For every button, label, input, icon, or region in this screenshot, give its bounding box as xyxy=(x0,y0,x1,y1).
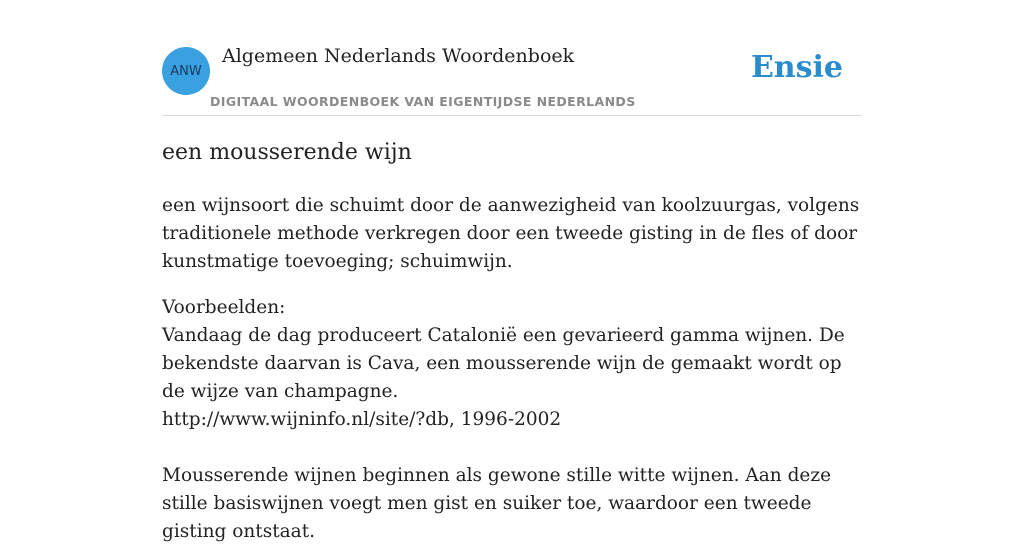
example-source: http://www.wijninfo.nl/site/?db, 1996-2002 xyxy=(162,409,562,430)
entry-title: een mousserende wijn xyxy=(162,140,412,165)
site-title[interactable]: Algemeen Nederlands Woordenboek xyxy=(222,45,575,67)
anw-logo[interactable]: ANW xyxy=(162,47,210,95)
example-text: Vandaag de dag produceert Catalonië een gevarieerd gamma wijnen. De bekendste daarvan is Cava, een mousserende wijn de gemaakt wordt op de wijze van champagne. xyxy=(162,325,845,402)
ensie-logo[interactable]: Ensie xyxy=(750,50,843,85)
example-text: Mousserende wijnen beginnen als gewone stille witte wijnen. Aan deze stille basiswijnen voegt men gist en suiker toe, waardoor een tweede gisting ontstaat. xyxy=(162,465,832,542)
content-container xyxy=(162,0,862,542)
site-tagline: DIGITAAL WOORDENBOEK VAN EIGENTIJDSE NEDERLANDS xyxy=(210,94,636,109)
entry-definition: een wijnsoort die schuimt door de aanwezigheid van koolzuurgas, volgens traditionele methode verkregen door een tweede gisting in de fles of door kunstmatige toevoeging; schuimwijn. xyxy=(162,195,860,272)
site-header xyxy=(162,0,862,116)
examples-label: Voorbeelden: xyxy=(162,297,286,318)
